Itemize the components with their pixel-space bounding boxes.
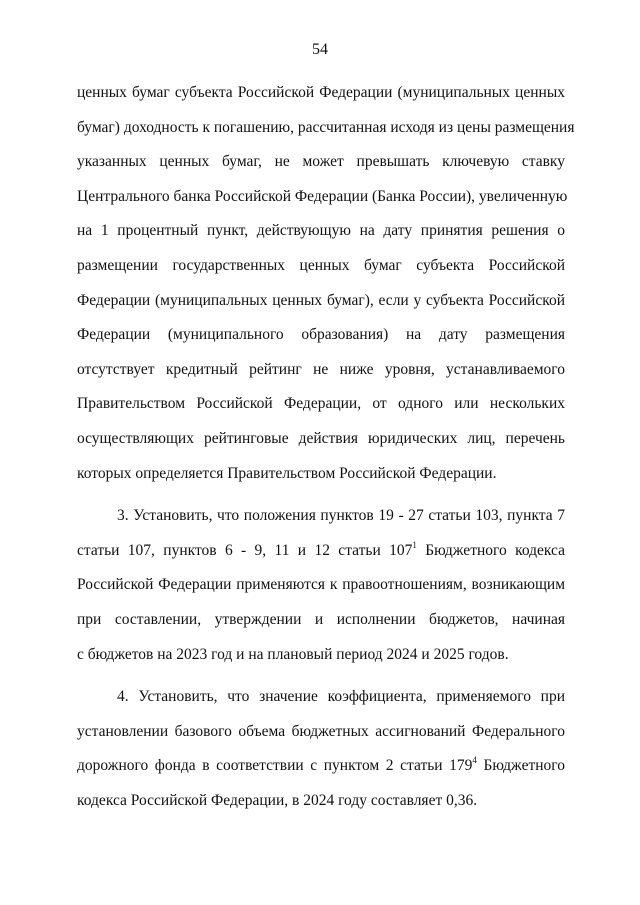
document-body (77, 76, 575, 818)
text-line: ценных бумаг субъекта Российской Федерации (муниципальных ценных (77, 84, 565, 101)
text-line (77, 534, 565, 569)
text-line: Федерации (муниципального образования) на дату размещения (77, 326, 565, 344)
text-line: Правительством Российской Федерации, от одного или нескольких (77, 395, 565, 413)
text-line: на 1 процентный пункт, действующую на дату принятия решения о (77, 222, 565, 240)
text-line: при составлении, утверждении и исполнении бюджетов, начиная (77, 610, 565, 628)
text-line: Федерации (муниципальных ценных бумаг), если у субъекта Российской (77, 291, 565, 309)
text-line: с бюджетов на 2023 год и на плановый период 2024 и 2025 годов. (77, 645, 509, 663)
text-line: Центрального банка Российской Федерации (Банка России), увеличенную (77, 187, 568, 205)
text-fragment: Бюджетного (476, 757, 565, 775)
text-line: 4. Установить, что значение коэффициента, применяемого при (117, 688, 565, 706)
text-line: осуществляющих рейтинговые действия юридических лиц, перечень (77, 429, 565, 447)
paragraph-item-3 (77, 499, 565, 672)
page-number: 54 (312, 41, 328, 58)
superscript: 4 (472, 755, 477, 766)
text-line: установлении базового объема бюджетных ассигнований Федерального (77, 722, 565, 740)
text-line: 3. Установить, что положения пунктов 19 - 27 статьи 103, пункта 7 (117, 507, 565, 525)
text-line: которых определяется Правительством Российской Федерации. (77, 464, 497, 482)
text-line: бумаг) доходность к погашению, рассчитанная исходя из цены размещения (77, 118, 575, 136)
text-line: указанных ценных бумаг, не может превышать ключевую ставку (77, 153, 565, 171)
text-fragment: статьи 107, пунктов 6 - 9, 11 и 12 статьи 107 (77, 541, 413, 559)
text-line (77, 749, 565, 784)
text-line: размещении государственных ценных бумаг субъекта Российской (77, 256, 565, 274)
text-line: Российской Федерации применяются к правоотношениям, возникающим (77, 576, 565, 594)
text-fragment: дорожного фонда в соответствии с пунктом 2 статьи 179 (77, 757, 473, 775)
superscript: 1 (412, 539, 417, 550)
text-fragment: Бюджетного кодекса (416, 541, 565, 559)
paragraph-continuation (77, 76, 575, 491)
text-line: кодекса Российской Федерации, в 2024 году составляет 0,36. (77, 791, 478, 809)
paragraph-item-4 (77, 680, 565, 818)
text-line: отсутствует кредитный рейтинг не ниже уровня, устанавливаемого (77, 360, 565, 378)
